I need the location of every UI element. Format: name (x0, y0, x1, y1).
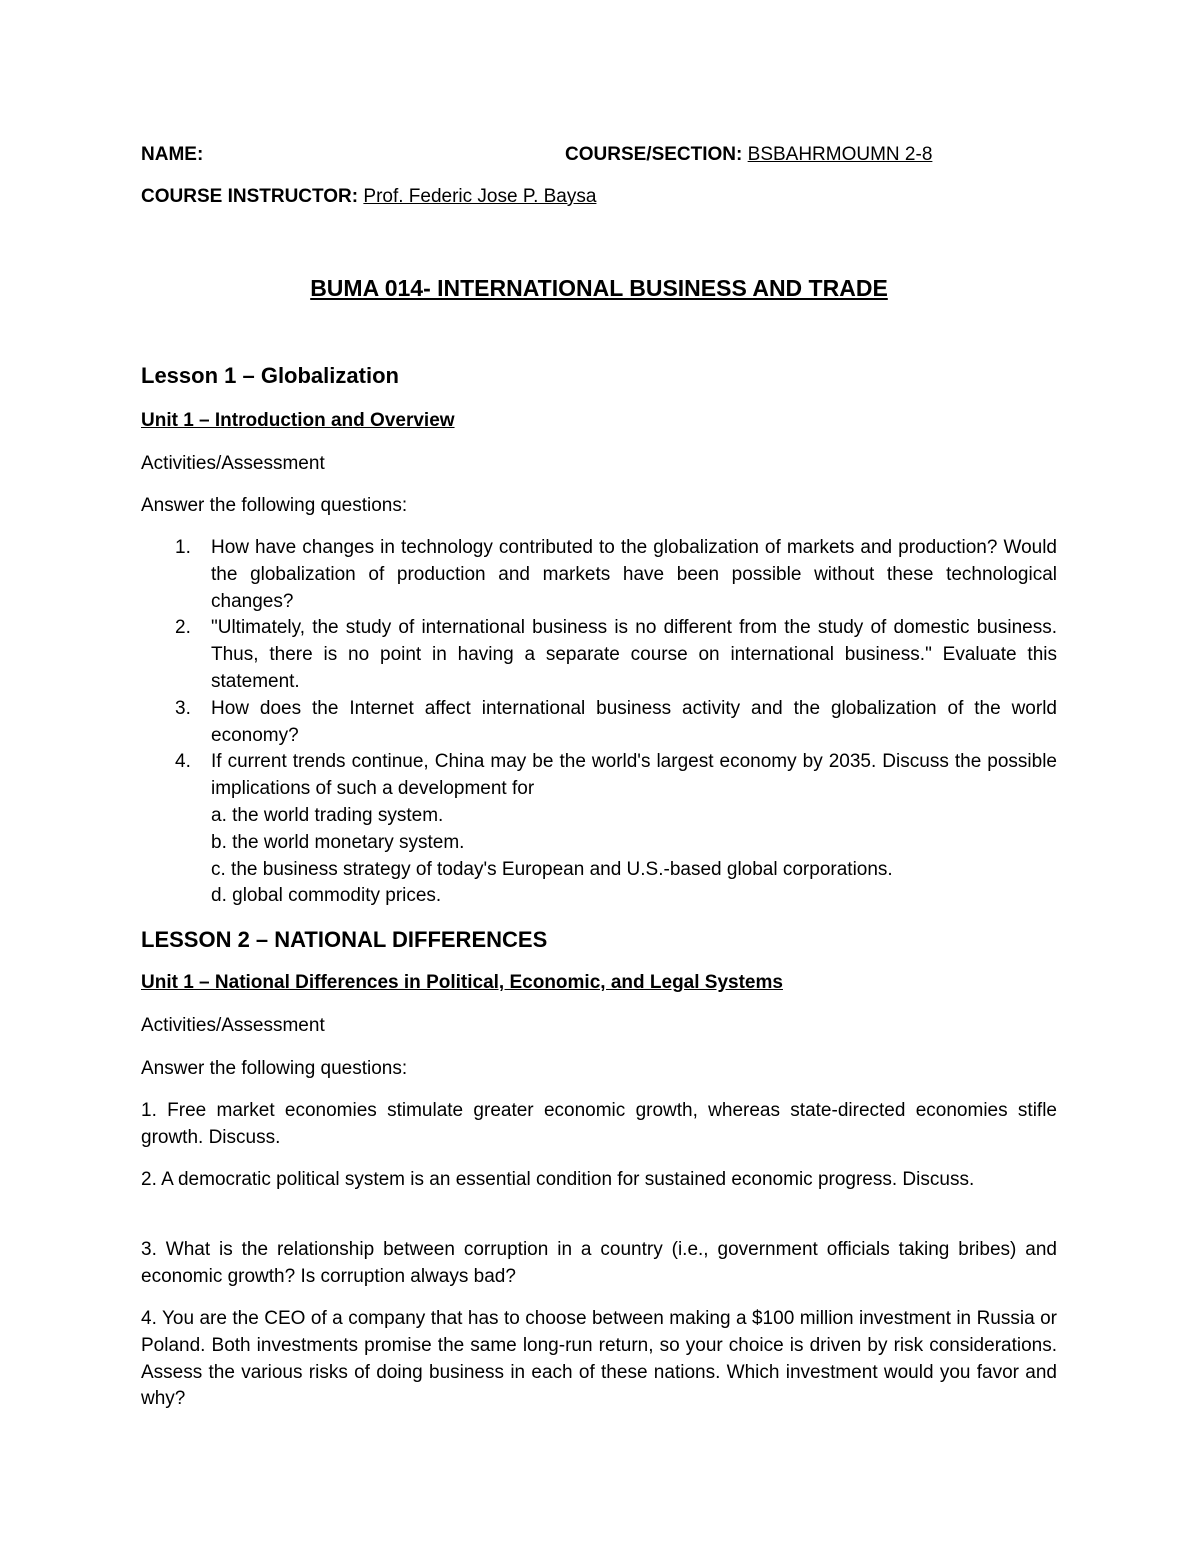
course-instructor (141, 185, 596, 209)
lesson-2-question-1: 1. Free market economies stimulate greater economic growth, whereas state-directed economies stifle growth. Discuss. (141, 1100, 1057, 1148)
list-item (141, 696, 1057, 750)
lesson-1-question-list (141, 535, 1057, 910)
list-item (141, 749, 1057, 910)
lesson-2-unit-heading: Unit 1 – National Differences in Political, Economic, and Legal Systems (141, 972, 783, 993)
instructor-value: Prof. Federic Jose P. Baysa (363, 186, 597, 207)
lesson-1-activities-label: Activities/Assessment (141, 453, 325, 474)
list-item (141, 535, 1057, 615)
sub-item: b. the world monetary system. (211, 831, 465, 853)
question-number: 3. (175, 697, 191, 719)
course-section-label: COURSE/SECTION: (565, 144, 743, 165)
question-text: "Ultimately, the study of international business is no different from the study of domestic business. Thus, there is no point in having a separate course on international business." Evaluate this statement. (211, 617, 1057, 692)
sub-item: c. the business strategy of today's European and U.S.-based global corporations. (211, 858, 893, 880)
instructor-label: COURSE INSTRUCTOR: (141, 186, 359, 207)
question-number: 4. (175, 751, 191, 773)
lesson-1-unit-heading: Unit 1 – Introduction and Overview (141, 410, 455, 431)
question-text: How have changes in technology contributed to the globalization of markets and production? Would the globalization of production and markets have been possible without these technological changes? (211, 537, 1057, 612)
course-section-value: BSBAHRMOUMN 2-8 (747, 144, 933, 165)
lesson-2-question-3: 3. What is the relationship between corruption in a country (i.e., government officials taking bribes) and economic growth? Is corruption always bad? (141, 1239, 1057, 1287)
lesson-2-heading: LESSON 2 – NATIONAL DIFFERENCES (141, 927, 548, 952)
question-number: 1. (175, 537, 191, 558)
sub-item: a. the world trading system. (211, 804, 444, 826)
document-title: BUMA 014- INTERNATIONAL BUSINESS AND TRADE (310, 275, 888, 301)
question-number: 2. (175, 617, 191, 639)
lesson-2-instructions: Answer the following questions: (141, 1058, 408, 1079)
lesson-1-heading: Lesson 1 – Globalization (141, 363, 399, 388)
lesson-1-instructions: Answer the following questions: (141, 495, 408, 516)
question-text: How does the Internet affect international business activity and the globalization of the world economy? (211, 697, 1057, 746)
course-section (565, 143, 932, 167)
lesson-2-activities-label: Activities/Assessment (141, 1015, 325, 1036)
question-text: If current trends continue, China may be the world's largest economy by 2035. Discuss the possible implications of such a development for (211, 751, 1057, 800)
list-item (141, 615, 1057, 695)
lesson-2-question-2: 2. A democratic political system is an essential condition for sustained economic progress. Discuss. (141, 1169, 975, 1190)
lesson-2-question-4: 4. You are the CEO of a company that has to choose between making a $100 million investment in Russia or Poland. Both investments promise the same long-run return, so your choice is driven by risk considerations. Assess the various risks of doing business in each of these nations. Which investment would you favor and why? (141, 1308, 1057, 1410)
name-label: NAME: (141, 144, 204, 165)
sub-item: d. global commodity prices. (211, 885, 442, 907)
